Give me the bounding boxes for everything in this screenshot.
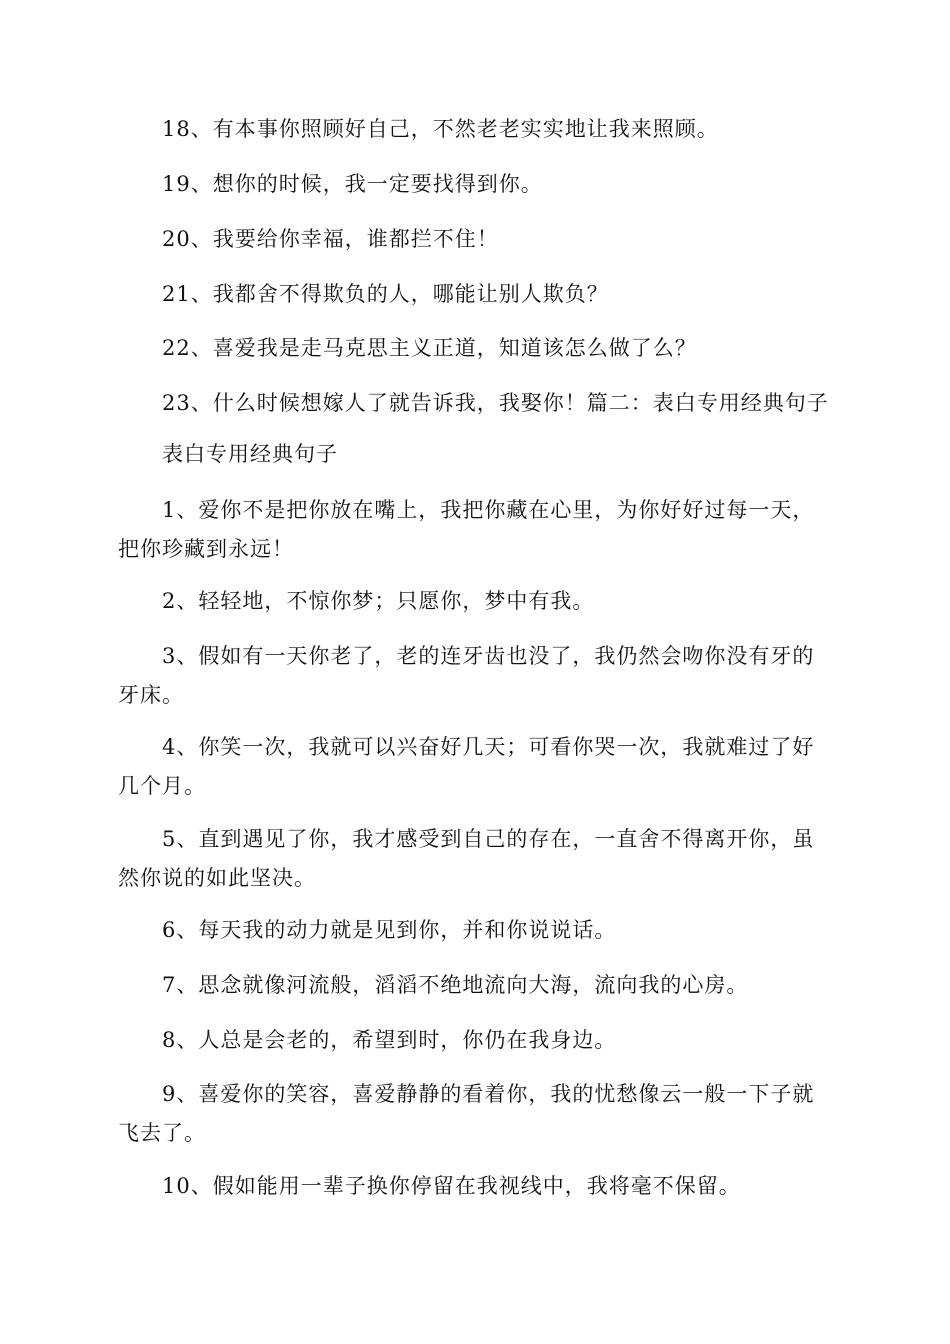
quote-line-23: 23、什么时候想嫁人了就告诉我，我娶你！篇二：表白专用经典句子 bbox=[162, 391, 829, 415]
quote-paragraph-4: 4、你笑一次，我就可以兴奋好几天；可看你哭一次，我就难过了好几个月。 bbox=[118, 735, 815, 798]
quote-paragraph-9: 9、喜爱你的笑容，喜爱静静的看着你，我的忧愁像云一般一下子就飞去了。 bbox=[118, 1082, 815, 1145]
quote-line-18: 18、有本事你照顾好自己，不然老老实实地让我来照顾。 bbox=[162, 117, 719, 141]
quote-line-19: 19、想你的时候，我一定要找得到你。 bbox=[162, 172, 543, 196]
quote-paragraph-2: 2、轻轻地，不惊你梦；只愿你，梦中有我。 bbox=[162, 589, 595, 613]
quote-paragraph-10: 10、假如能用一辈子换你停留在我视线中，我将毫不保留。 bbox=[162, 1174, 741, 1198]
quote-paragraph-5: 5、直到遇见了你，我才感受到自己的存在，一直舍不得离开你，虽然你说的如此坚决。 bbox=[118, 827, 815, 890]
quote-paragraph-1: 1、爱你不是把你放在嘴上，我把你藏在心里，为你好好过每一天，把你珍藏到永远！ bbox=[118, 498, 815, 561]
quote-line-20: 20、我要给你幸福，谁都拦不住！ bbox=[162, 227, 499, 251]
quote-paragraph-7: 7、思念就像河流般，滔滔不绝地流向大海，流向我的心房。 bbox=[162, 973, 749, 997]
quote-paragraph-3: 3、假如有一天你老了，老的连牙齿也没了，我仍然会吻你没有牙的牙床。 bbox=[118, 644, 815, 707]
quote-paragraph-6: 6、每天我的动力就是见到你，并和你说说话。 bbox=[162, 918, 617, 942]
quote-line-22: 22、喜爱我是走马克思主义正道，知道该怎么做了么？ bbox=[162, 336, 697, 360]
quote-line-21: 21、我都舍不得欺负的人，哪能让别人欺负？ bbox=[162, 282, 609, 306]
quote-paragraph-8: 8、人总是会老的，希望到时，你仍在我身边。 bbox=[162, 1028, 617, 1052]
section-heading: 表白专用经典句子 bbox=[162, 442, 338, 466]
